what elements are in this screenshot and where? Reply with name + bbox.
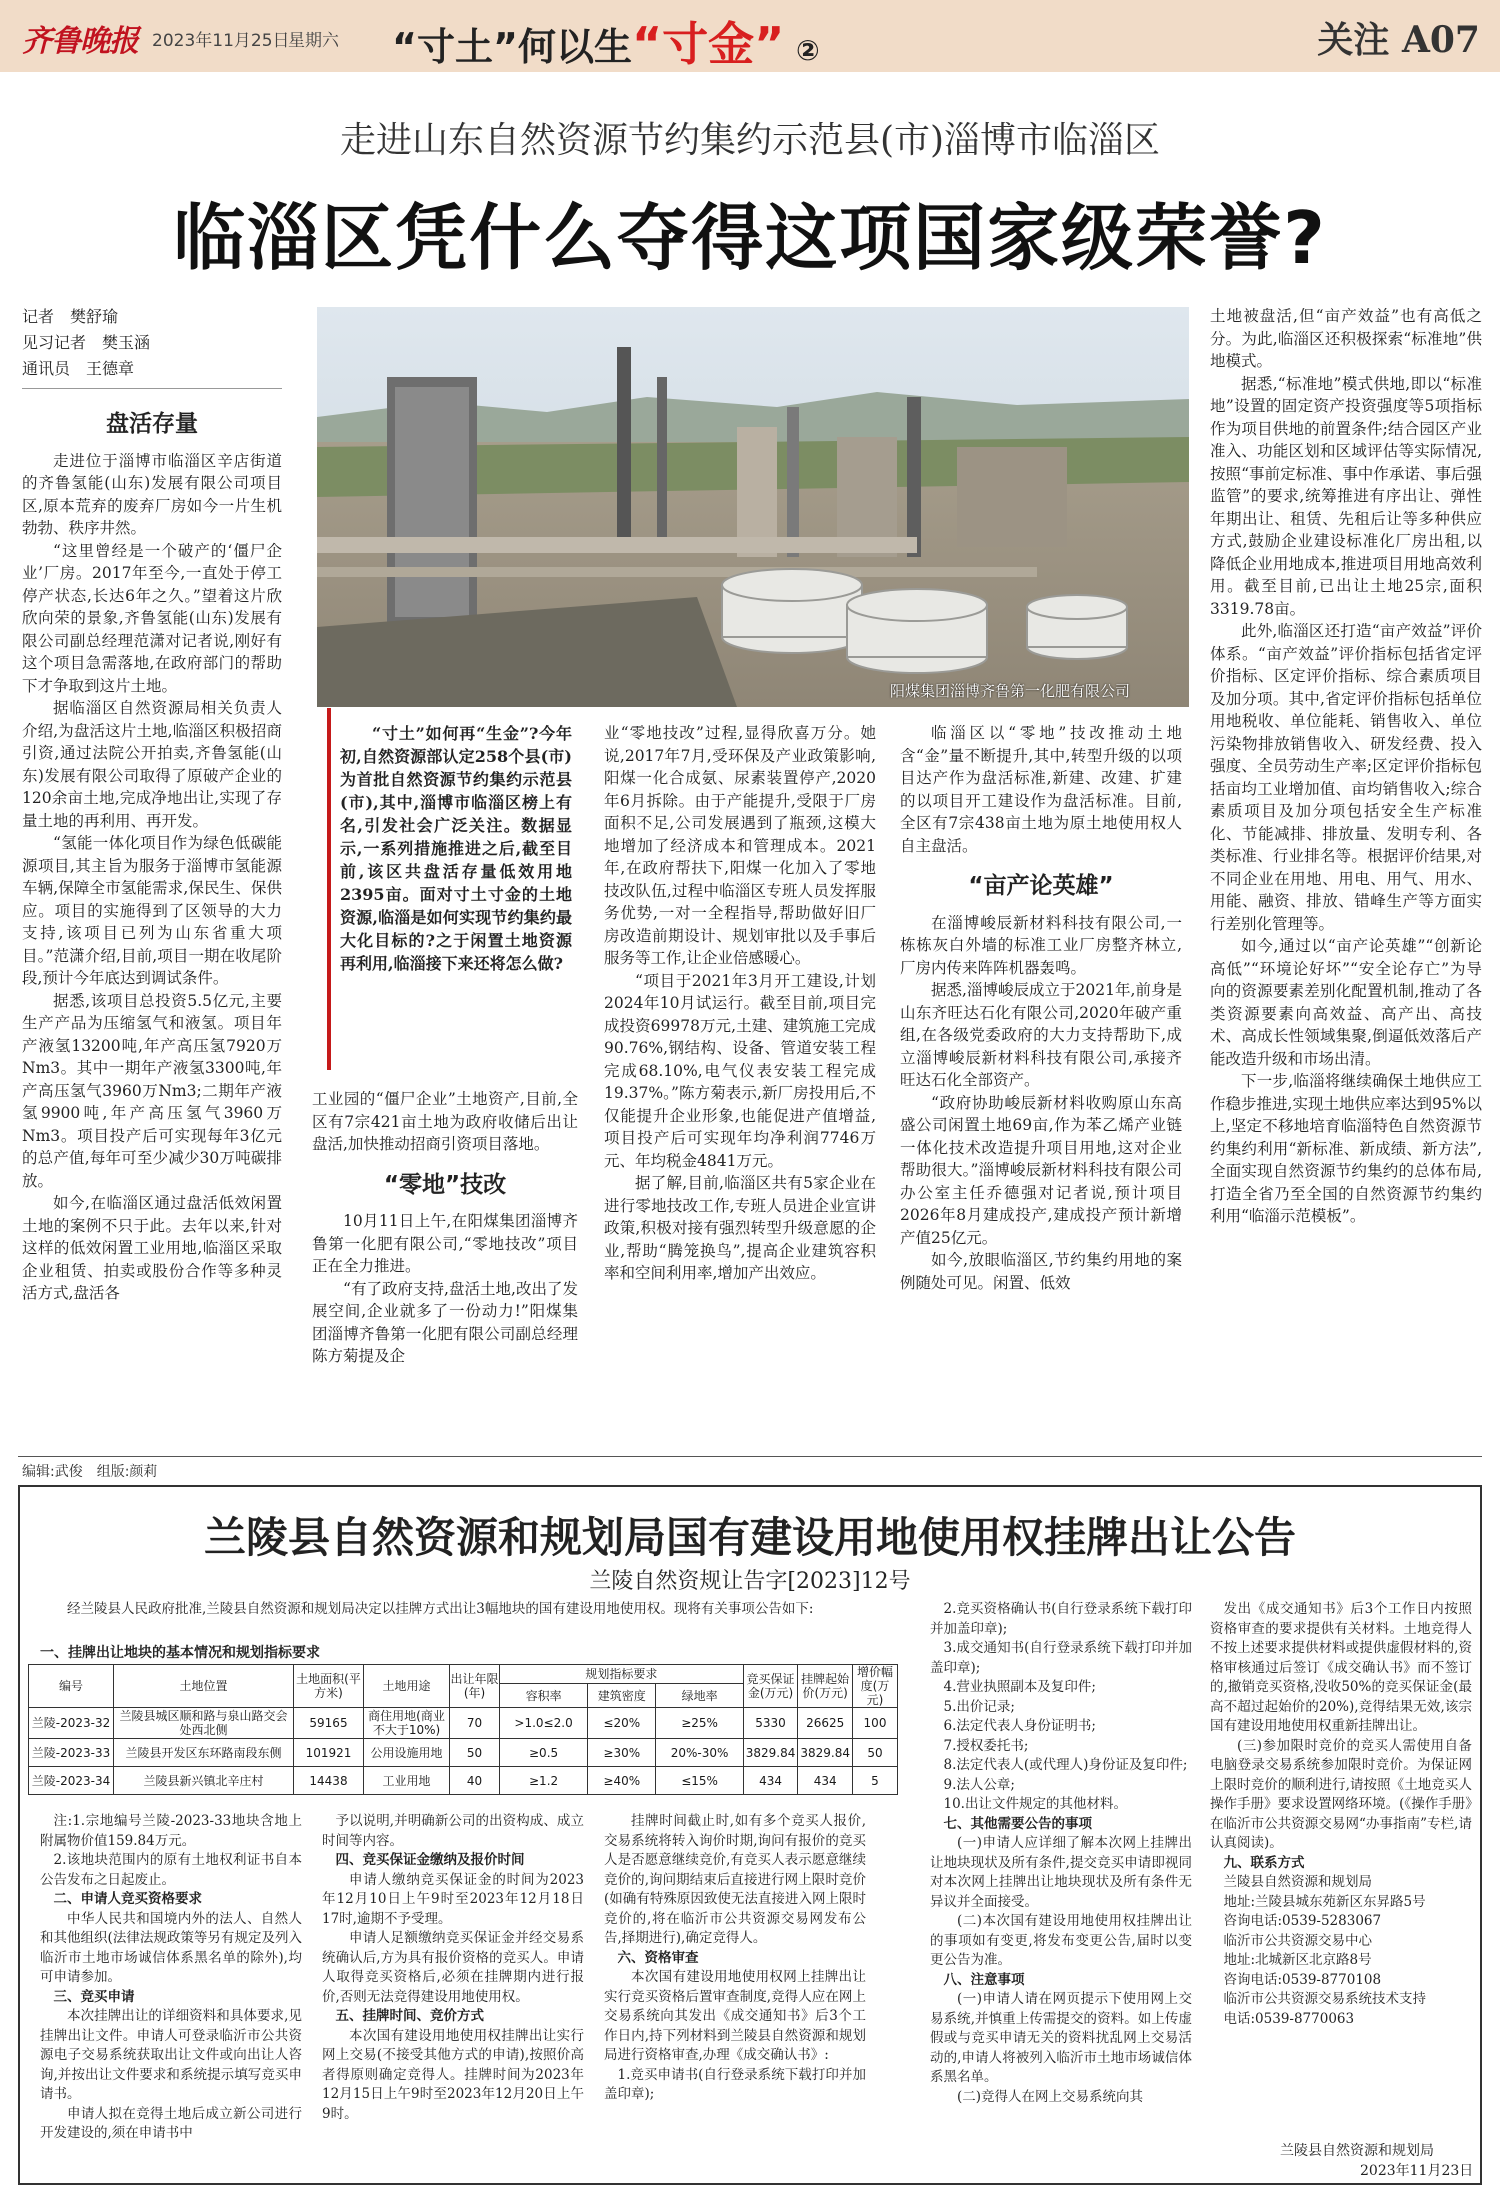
notice-title: 兰陵县自然资源和规划局国有建设用地使用权挂牌出让公告 (203, 1513, 1296, 1562)
col4-para: 临淄区以“零地”技改推动土地含“金”量不断提升,其中,转型升级的以项目达产作为盘活标准,新建、改建、扩建的以项目开工建设作为盘活标准。目前,全区有7宗438亩土地为原土地使用权人自主盘活。 (900, 724, 1182, 855)
col3-para: “项目于2021年3月开工建设,计划2024年10月试运行。截至目前,项目完成投资69978万元,土建、建筑施工完成90.76%,钢结构、设备、管道安装工程完成68.10%,电气仪表安装工程完成19.37%。”陈方菊表示,新厂房投用后,不仅能提升企业形象,也能促进产值增益,项目投产后可实现年均净利润7746万元、年均税金4841万元。 (604, 971, 876, 1170)
notice-signer: 兰陵县自然资源和规划局 (1280, 2143, 1434, 2159)
land-parcels-table (28, 1664, 898, 1795)
th-planning: 规划指标要求 (500, 1665, 744, 1684)
col1-para: 据临淄区自然资源局相关负责人介绍,为盘活这片土地,临淄区积极招商引资,通过法院公开拍卖,齐鲁氢能(山东)发展有限公司取得了原破产企业的120余亩土地,完成净地出让,实现了存量土地的再利用、再开发。 (22, 699, 282, 830)
th-id: 编号 (29, 1665, 114, 1708)
notice-section-heading: 七、其他需要公告的事项 (943, 1815, 1092, 1832)
parcel-cell: >1.0≤2.0 (500, 1708, 588, 1739)
col3-para: 据了解,目前,临淄区共有5家企业在进行零地技改工作,专班人员进企业宣讲政策,积极对接有强烈转型升级意愿的企业,帮助“腾笼换鸟”,提高企业建筑容积率和空间利用率,增加产出效应。 (604, 1174, 876, 1282)
col5-para: 土地被盘活,但“亩产效益”也有高低之分。为此,临淄区还积极探索“标准地”供地模式。 (1210, 307, 1482, 370)
parcel-cell: 50 (853, 1739, 898, 1767)
section-label: 关注 A07 (1317, 19, 1480, 61)
notice-section-heading: 六、资格审查 (617, 1949, 699, 1966)
article-col-1 (22, 405, 282, 1440)
th-density: 建筑密度 (588, 1684, 656, 1708)
parcel-cell: 公用设施用地 (364, 1739, 450, 1767)
lead-accent-bar (327, 708, 331, 1070)
parcel-cell: ≥1.2 (500, 1767, 588, 1795)
byline-trainee: 见习记者 樊玉涵 (22, 333, 151, 352)
notice-paragraph: 兰陵县自然资源和规划局 (1223, 1874, 1372, 1890)
notice-paragraph: 10.出让文件规定的其他材料。 (943, 1796, 1127, 1812)
th-green: 绿地率 (656, 1684, 743, 1708)
th-area: 土地面积(平方米) (294, 1665, 364, 1708)
col4-para: 在淄博峻辰新材料科技有限公司,一栋栋灰白外墙的标准工业厂房整齐林立,厂房内传来阵阵机器轰鸣。 (900, 913, 1182, 977)
parcel-cell: 20%-30% (656, 1739, 743, 1767)
notice-paragraph: 咨询电话:0539-8770108 (1223, 1971, 1382, 1988)
notice-paragraph: 发出《成交通知书》后3个工作日内按照资格审查的要求提供有关材料。土地竞得人不按上述要求提供材料或提供虚假材料的,资格审核通过后签订《成交确认书》而不签订的,撤销竞买资格,没收50%的竞买保证金(最高不超过起始价的20%),竞得结果无效,该宗国有建设用地使用权重新挂牌出让。 (1210, 1601, 1472, 1734)
notice-paragraph: 电话:0539-8770063 (1223, 2010, 1355, 2027)
parcel-cell: 3829.84 (743, 1739, 798, 1767)
notice-paragraph: (一)申请人应详细了解本次网上挂牌出让地块现状及所有条件,提交竞买申请即视同对本次网上挂牌出让地块现状及所有条件无异议并全面接受。 (930, 1835, 1192, 1910)
notice-col-5 (1210, 1600, 1472, 2140)
col4-para: 如今,放眼临淄区,节约集约用地的案例随处可见。闲置、低效 (900, 1251, 1182, 1292)
parcel-cell: ≤20% (588, 1708, 656, 1739)
parcel-cell: 26625 (798, 1708, 853, 1739)
col5-para: 如今,通过以“亩产论英雄”“创新论高低”“环境论好坏”“安全论存亡”为导向的资源要素差别化配置机制,推动了各类资源要素向高效益、高产出、高技术、高成长性领域集聚,倒逼低效落后产能改造升级和市场出清。 (1210, 937, 1482, 1068)
subhead-panhuo: 盘活存量 (106, 411, 198, 437)
notice-section-1: 一、挂牌出让地块的基本情况和规划指标要求 (40, 1645, 320, 1661)
parcel-row (29, 1708, 898, 1739)
parcel-cell: 商住用地(商业不大于10%) (364, 1708, 450, 1739)
article-col-5 (1210, 305, 1482, 1440)
col1-para: 据悉,该项目总投资5.5亿元,主要生产产品为压缩氢气和液氢。项目年产液氢13200吨,年产高压氢7920万Nm3。其中一期年产液氢3300吨,年产高压氢气3960万Nm3;二期年产液氢9900吨,年产高压氢气3960万Nm3。项目投产后可实现每年3亿元的总产值,每年可至少减少30万吨碳排放。 (22, 991, 282, 1190)
parcel-cell: 工业用地 (364, 1767, 450, 1795)
notice-section-heading: 八、注意事项 (943, 1971, 1025, 1988)
parcel-cell: ≥0.5 (500, 1739, 588, 1767)
notice-paragraph: 中华人民共和国境内外的法人、自然人和其他组织(法律法规政策等另有规定及列入临沂市土地市场诚信体系黑名单的除外),均可申请参加。 (40, 1910, 302, 1985)
th-use: 土地用途 (364, 1665, 450, 1708)
editor-credit: 编辑:武俊 组版:颜莉 (22, 1464, 158, 1480)
notice-paragraph: 本次国有建设用地使用权网上挂牌出让实行竞买资格后置审查制度,竞得人应在网上交易系统向其发出《成交通知书》后3个工作日内,持下列材料到兰陵县自然资源和规划局进行资格审查,办理《成交确认书》: (604, 1969, 866, 2063)
th-term: 出让年限(年) (450, 1665, 500, 1708)
notice-paragraph: 本次挂牌出让的详细资料和具体要求,见挂牌出让文件。申请人可登录临沂市公共资源电子交易系统获取出让文件或向出让人咨询,并按出让文件要求和系统提示填写竞买申请书。 (40, 2008, 302, 2102)
th-location: 土地位置 (114, 1665, 294, 1708)
col2-para: 工业园的“僵尸企业”土地资产,目前,全区有7宗421亩土地为政府收储后出让盘活,加快推动招商引资项目落地。 (312, 1090, 578, 1153)
notice-paragraph: 临沂市公共资源交易系统技术支持 (1223, 1991, 1426, 2007)
parcel-row (29, 1767, 898, 1795)
notice-section-heading: 五、挂牌时间、竞价方式 (335, 2008, 484, 2024)
byline-divider (22, 388, 282, 389)
notice-paragraph: 7.授权委托书; (943, 1737, 1029, 1754)
parcel-cell: 50 (450, 1739, 500, 1767)
parcel-cell: 兰陵县城区顺和路与泉山路交会处西北侧 (114, 1708, 294, 1739)
notice-paragraph: 3.成交通知书(自行登录系统下载打印并加盖印章); (930, 1640, 1192, 1676)
parcel-cell: 434 (798, 1767, 853, 1795)
notice-paragraph: 8.法定代表人(或代理人)身份证及复印件; (943, 1757, 1188, 1773)
parcel-cell: 14438 (294, 1767, 364, 1795)
notice-paragraph: 6.法定代表人身份证明书; (943, 1718, 1096, 1734)
notice-paragraph: (二)本次国有建设用地使用权挂牌出让的事项如有变更,将发布变更公告,届时以变更公告为准。 (930, 1913, 1192, 1968)
masthead-date: 2023年11月25日 (152, 31, 290, 51)
notice-paragraph: (一)申请人请在网页提示下使用网上交易系统,并慎重上传需提交的资料。如上传虚假或与竞买申请无关的资料扰乱网上交易活动的,申请人将被列入临沂市土地市场诚信体系黑名单。 (930, 1991, 1192, 2085)
notice-paragraph: 2.该地块范围内的原有土地权利证书自本公告发布之日起废止。 (40, 1852, 302, 1888)
notice-paragraph: 咨询电话:0539-5283067 (1223, 1913, 1382, 1929)
parcel-cell: 40 (450, 1767, 500, 1795)
notice-paragraph: 本次国有建设用地使用权挂牌出让实行网上交易(不接受其他方式的申请),按照价高者得原则确定竞得人。挂牌时间为2023年12月15日上午9时至2023年12月20日上午9时。 (322, 2027, 584, 2122)
notice-paragraph: 予以说明,并明确新公司的出资构成、成立时间等内容。 (322, 1813, 584, 1849)
th-increment: 增价幅度(万元) (853, 1665, 898, 1708)
parcel-cell: 59165 (294, 1708, 364, 1739)
notice-paragraph: 地址:北城新区北京路8号 (1223, 1952, 1372, 1968)
col5-para: 据悉,“标准地”模式供地,即以“标准地”设置的固定资产投资强度等5项指标作为项目供地的前置条件;结合园区产业准入、功能区划和区域评估等实际情况,按照“事前定标准、事中作承诺、事后强监管”的要求,统筹推进有序出让、弹性年期出让、租赁、先租后让等多种供应方式,鼓励企业建设标准化厂房出租,以降低企业用地成本,推进项目用地高效利用。截至目前,已出让土地25宗,面积3319.78亩。 (1210, 374, 1482, 618)
notice-paragraph: 5.出价记录; (943, 1698, 1015, 1715)
photo-caption: 阳煤集团淄博齐鲁第一化肥有限公司 (890, 682, 1131, 700)
notice-col-2 (322, 1812, 584, 2172)
masthead-weekday: 星期六 (288, 31, 339, 51)
notice-paragraph: 挂牌时间截止时,如有多个竞买人报价,交易系统将转入询价时期,询问有报价的竞买人是否愿意继续竞价,有竞买人表示愿意继续竞价的,询问期结束后直接进行网上限时竞价(如确有特殊原因致使无法直接进入网上限时竞价的,将在临沂市公共资源交易网发布公告,择期进行),确定竞得人。 (604, 1813, 866, 1946)
th-deposit: 竞买保证金(万元) (743, 1665, 798, 1708)
parcel-cell: ≥25% (656, 1708, 743, 1739)
subhead-muchan: “亩产论英雄” (968, 873, 1114, 899)
parcel-cell: 兰陵-2023-34 (29, 1767, 114, 1795)
parcel-cell: 兰陵县开发区东环路南段东侧 (114, 1739, 294, 1767)
series-title (392, 8, 820, 74)
col2-para: 10月11日上午,在阳煤集团淄博齐鲁第一化肥有限公司,“零地技改”项目正在全力推进。 (312, 1212, 578, 1275)
series-number: ② (796, 34, 820, 67)
col1-para: 走进位于淄博市临淄区辛店街道的齐鲁氢能(山东)发展有限公司项目区,原本荒弃的废弃厂房如今一片生机勃勃、秩序井然。 (22, 451, 282, 537)
notice-paragraph: 9.法人公章; (943, 1776, 1015, 1793)
notice-paragraph: 申请人拟在竞得土地后成立新公司进行开发建设的,须在申请书中 (40, 2105, 302, 2141)
notice-sign-date: 2023年11月23日 (1360, 2163, 1474, 2179)
col1-para: 如今,在临淄区通过盘活低效闲置土地的案例不只于此。去年以来,针对这样的低效闲置工业用地,临淄区采取企业租赁、拍卖或股份合作等多种灵活方式,盘活各 (22, 1194, 282, 1302)
parcel-cell: 5 (853, 1767, 898, 1795)
notice-section-heading: 四、竞买保证金缴纳及报价时间 (335, 1852, 525, 1868)
notice-col-3 (604, 1812, 866, 2172)
col4-para: “政府协助峻辰新材料收购原山东高盛公司闲置土地69亩,作为苯乙烯产业链一体化技术改造提升项目用地,这对企业帮助很大。”淄博峻辰新材料科技有限公司办公室主任乔德强对记者说,预计项目2026年8月建成投产,建成投产预计新增产值25亿元。 (900, 1093, 1182, 1247)
notice-col-4 (930, 1600, 1192, 2175)
series-title-left: “寸土”何以生 (392, 25, 632, 69)
parcel-cell: 101921 (294, 1739, 364, 1767)
masthead-logo: 齐鲁晚报 (22, 24, 138, 59)
series-title-gold: “寸金” (631, 17, 785, 71)
col5-para: 下一步,临淄将继续确保土地供应工作稳步推进,实现土地供应率达到95%以上,坚定不移地培育临淄特色自然资源节约集约利用“新标准、新成绩、新方法”,全面实现自然资源节约集约的总体布局,打造全省乃至全国的自然资源节约集约利用“临淄示范模板”。 (1210, 1072, 1482, 1225)
col3-para: 业“零地技改”过程,显得欣喜万分。她说,2017年7月,受环保及产业政策影响,阳煤一化合成氨、尿素装置停产,2020年6月拆除。由于产能提升,受限于厂房面积不足,公司发展遇到了瓶颈,这模大地增加了经济成本和管理成本。2021年,在政府帮扶下,阳煤一化加入了零地技改队伍,过程中临淄区专班人员发挥服务优势,一对一全程指导,帮助做好旧厂房改造前期设计、规划审批以及手事后服务等工作,让企业倍感暖心。 (604, 724, 876, 967)
byline-correspondent: 通讯员 王德章 (22, 359, 135, 378)
notice-paragraph: 地址:兰陵县城东苑新区东昇路5号 (1223, 1893, 1426, 1910)
industrial-plant-photo (317, 307, 1189, 707)
notice-paragraph: 申请人足额缴纳竞买保证金并经交易系统确认后,方为具有报价资格的竞买人。申请人取得竞买资格后,必须在挂牌期内进行报价,否则无法竞得建设用地使用权。 (322, 1930, 584, 2005)
th-start-price: 挂牌起始价(万元) (798, 1665, 853, 1708)
col2-para: “有了政府支持,盘活土地,改出了发展空间,企业就多了一份动力!”阳煤集团淄博齐鲁第一化肥有限公司副总经理陈方菊提及企 (312, 1279, 578, 1365)
notice-section-heading: 二、申请人竞买资格要求 (53, 1891, 202, 1907)
col1-para: “氢能一体化项目作为绿色低碳能源项目,其主旨为服务于淄博市氢能源车辆,保障全市氢能需求,保民生、保供应。项目的实施得到了区领导的大力支持,该项目已列为山东省重大项目。”范潇介绍,目前,项目一期在收尾阶段,预计今年底达到调试条件。 (22, 834, 282, 987)
notice-section-heading: 九、联系方式 (1223, 1854, 1305, 1871)
article-col-4 (900, 722, 1182, 1440)
masthead (0, 0, 1500, 72)
article-col-2 (312, 1088, 578, 1440)
byline (22, 304, 282, 382)
parcel-cell: ≤15% (656, 1767, 743, 1795)
notice-intro: 经兰陵县人民政府批准,兰陵县自然资源和规划局决定以挂牌方式出让3幅地块的国有建设用地使用权。现将有关事项公告如下: (67, 1601, 814, 1617)
th-far: 容积率 (500, 1684, 588, 1708)
parcel-cell: 3829.84 (798, 1739, 853, 1767)
col4-para: 据悉,淄博峻辰成立于2021年,前身是山东齐旺达石化有限公司,2020年破产重组,在各级党委政府的大力支持帮助下,成立淄博峻辰新材料科技有限公司,承接齐旺达石化全部资产。 (900, 981, 1182, 1089)
col5-para: 此外,临淄区还打造“亩产效益”评价体系。“亩产效益”评价指标包括省定评价指标、区定评价指标、综合素质项目及加分项。其中,省定评价指标包括单位用地税收、单位能耗、销售收入、单位污染物排放销售收入、研发经费、投入强度、全员劳动生产率;区定评价指标包括亩均工业增加值、亩均销售收入;综合素质项目及加分项包括安全生产标准化、节能减排、排放量、发明专利、各类标准、行业排名等。根据评价结果,对不同企业在用地、用电、用气、用水、用能、融资、排放、错峰生产等方面实行差别化管理等。 (1210, 622, 1482, 933)
article-headline: 临淄区凭什么夺得这项国家级荣誉? (173, 196, 1327, 280)
notice-paragraph: 1.竞买申请书(自行登录系统下载打印并加盖印章); (604, 2066, 866, 2102)
parcel-cell: ≥40% (588, 1767, 656, 1795)
notice-paragraph: (三)参加限时竞价的竞买人需使用自备电脑登录交易系统参加限时竞价。为保证网上限时竞价的顺利进行,请按照《土地竞买人操作手册》要求设置网络环境。(《操作手册》在临沂市公共资源交易网“办事指南”专栏,请认真阅读)。 (1210, 1737, 1472, 1851)
parcel-cell: ≥30% (588, 1739, 656, 1767)
notice-paragraph: (二)竞得人在网上交易系统向其 (957, 2088, 1144, 2105)
parcel-cell: 5330 (743, 1708, 798, 1739)
notice-section-heading: 三、竞买申请 (53, 1988, 135, 2005)
notice-paragraph: 临沂市公共资源交易中心 (1223, 1932, 1372, 1949)
notice-paragraph: 申请人缴纳竞买保证金的时间为2023年12月10日上午9时至2023年12月18日17时,逾期不予受理。 (322, 1871, 584, 1927)
byline-reporter: 记者 樊舒瑜 (22, 307, 119, 326)
notice-col-1 (40, 1812, 302, 2172)
article-kicker: 走进山东自然资源节约集约示范县(市)淄博市临淄区 (339, 120, 1161, 161)
article-col-3 (604, 722, 876, 1440)
notice-paragraph: 注:1.宗地编号兰陵-2023-33地块含地上附属物价值159.84万元。 (40, 1813, 302, 1849)
parcel-row (29, 1739, 898, 1767)
notice-paragraph: 2.竞买资格确认书(自行登录系统下载打印并加盖印章); (930, 1601, 1192, 1637)
article-lead: “寸土”如何再“生金”?今年初,自然资源部认定258个县(市)为首批自然资源节约集约示范县(市),其中,淄博市临淄区榜上有名,引发社会广泛关注。数据显示,一系列措施推进之后,截至目前,该区共盘活存量低效用地2395亩。面对寸土寸金的土地资源,临淄是如何实现节约集约最大化目标的?之于闲置土地资源再利用,临淄接下来还将怎么做? (340, 724, 572, 973)
editor-divider (18, 1456, 1482, 1457)
parcel-cell: 兰陵-2023-33 (29, 1739, 114, 1767)
parcel-cell: 434 (743, 1767, 798, 1795)
notice-doc-number: 兰陵自然资规让告字[2023]12号 (589, 1569, 911, 1594)
parcel-cell: 兰陵-2023-32 (29, 1708, 114, 1739)
parcel-cell: 兰陵县新兴镇北辛庄村 (114, 1767, 294, 1795)
notice-paragraph: 4.营业执照副本及复印件; (943, 1679, 1096, 1695)
subhead-lingdi: “零地”技改 (383, 1171, 507, 1198)
col1-para: “这里曾经是一个破产的‘僵尸企业’厂房。2017年至今,一直处于停工停产状态,长达6年之久。”望着这片欣欣向荣的景象,齐鲁氢能(山东)发展有限公司副总经理范潇对记者说,刚好有这个项目急需落地,在政府部门的帮助下才争取到这片土地。 (22, 541, 282, 695)
parcel-cell: 70 (450, 1708, 500, 1739)
parcel-cell: 100 (853, 1708, 898, 1739)
